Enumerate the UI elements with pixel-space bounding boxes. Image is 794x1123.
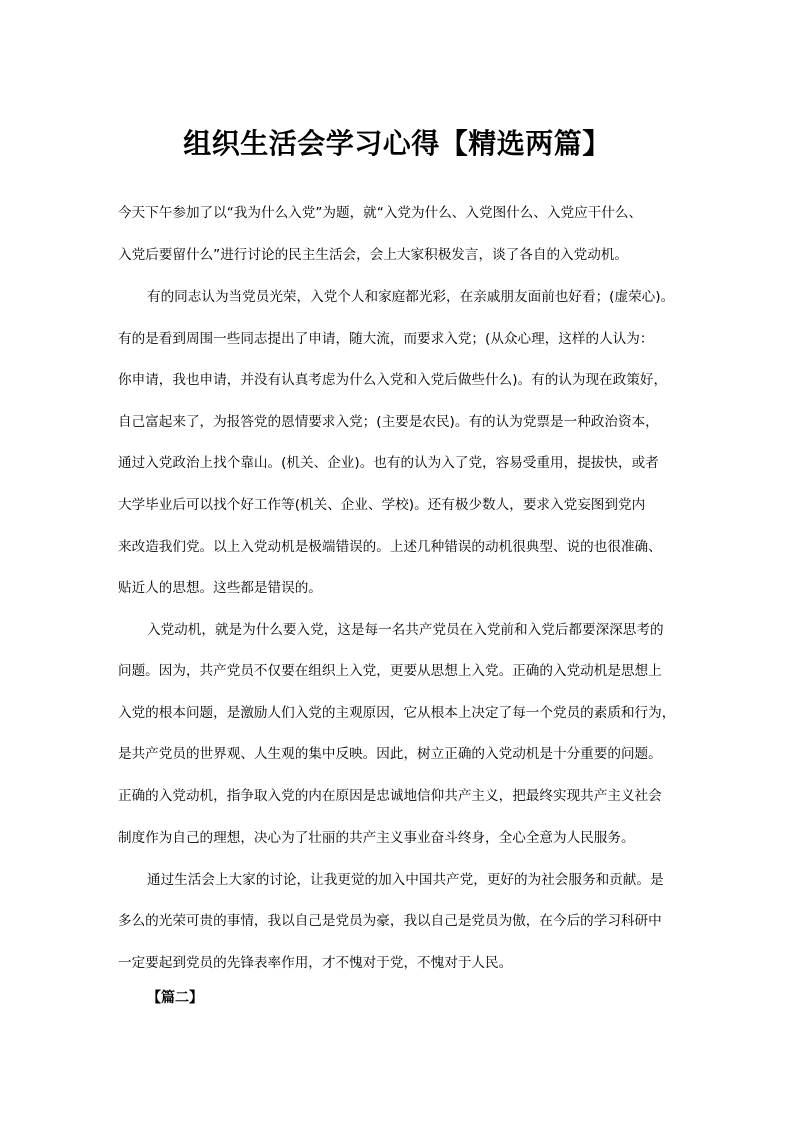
body-line: 自己富起来了，为报答党的恩情要求入党；(主要是农民)。有的认为党票是一种政治资本， [118, 414, 659, 430]
body-line: 大学毕业后可以找个好工作等(机关、企业、学校)。还有极少数人，要求入党妄图到党内 [118, 497, 646, 513]
paragraph-first-line: 有的同志认为当党员光荣，入党个人和家庭都光彩，在亲戚朋友面前也好看；(虚荣心)。 [147, 289, 675, 305]
paragraph-first-line: 入党动机，就是为什么要入党，这是每一名共产党员在入党前和入党后都要深深思考的 [147, 622, 664, 638]
body-line: 入党的根本问题，是激励人们入党的主观原因，它从根本上决定了每一个党员的素质和行为， [118, 705, 676, 721]
body-line: 多么的光荣可贵的事情，我以自己是党员为豪，我以自己是党员为傲，在今后的学习科研中 [118, 913, 662, 929]
body-line: 来改造我们党。以上入党动机是极端错误的。上述几种错误的动机很典型、说的也很准确、 [118, 539, 662, 555]
body-line: 是共产党员的世界观、人生观的集中反映。因此，树立正确的入党动机是十分重要的问题。 [118, 746, 662, 762]
body-line: 有的是看到周围一些同志提出了申请，随大流，而要求入党；(从众心理，这样的人认为： [118, 331, 654, 347]
body-line: 问题。因为，共产党员不仅要在组织上入党，更要从思想上入党。正确的入党动机是思想上 [118, 663, 662, 679]
paragraph-first-line: 通过生活会上大家的讨论，让我更觉的加入中国共产党，更好的为社会服务和贡献。是 [147, 872, 664, 888]
body-line: 贴近人的思想。这些都是错误的。 [118, 580, 322, 596]
body-line: 你申请，我也申请，并没有认真考虑为什么入党和入党后做些什么)。有的认为现在政策好， [118, 372, 668, 388]
body-line: 制度作为自己的理想，决心为了壮丽的共产主义事业奋斗终身，全心全意为人民服务。 [118, 830, 635, 846]
section-heading: 【篇二】 [147, 990, 203, 1006]
body-line: 今天下午参加了以“我为什么入党”为题，就“入党为什么、入党图什么、入党应干什么、 [118, 205, 643, 221]
body-line: 正确的入党动机，指争取入党的内在原因是忠诚地信仰共产主义，把最终实现共产主义社会 [118, 788, 662, 804]
body-line: 入党后要留什么”进行讨论的民主生活会，会上大家积极发言，谈了各自的入党动机。 [118, 247, 629, 263]
body-line: 通过入党政治上找个靠山。(机关、企业)。也有的认为入了党，容易受重用，提拔快，或者 [118, 455, 659, 471]
document-title: 组织生活会学习心得【精选两篇】 [183, 127, 611, 160]
body-line: 一定要起到党员的先锋表率作用，才不愧对于党，不愧对于人民。 [118, 955, 513, 971]
